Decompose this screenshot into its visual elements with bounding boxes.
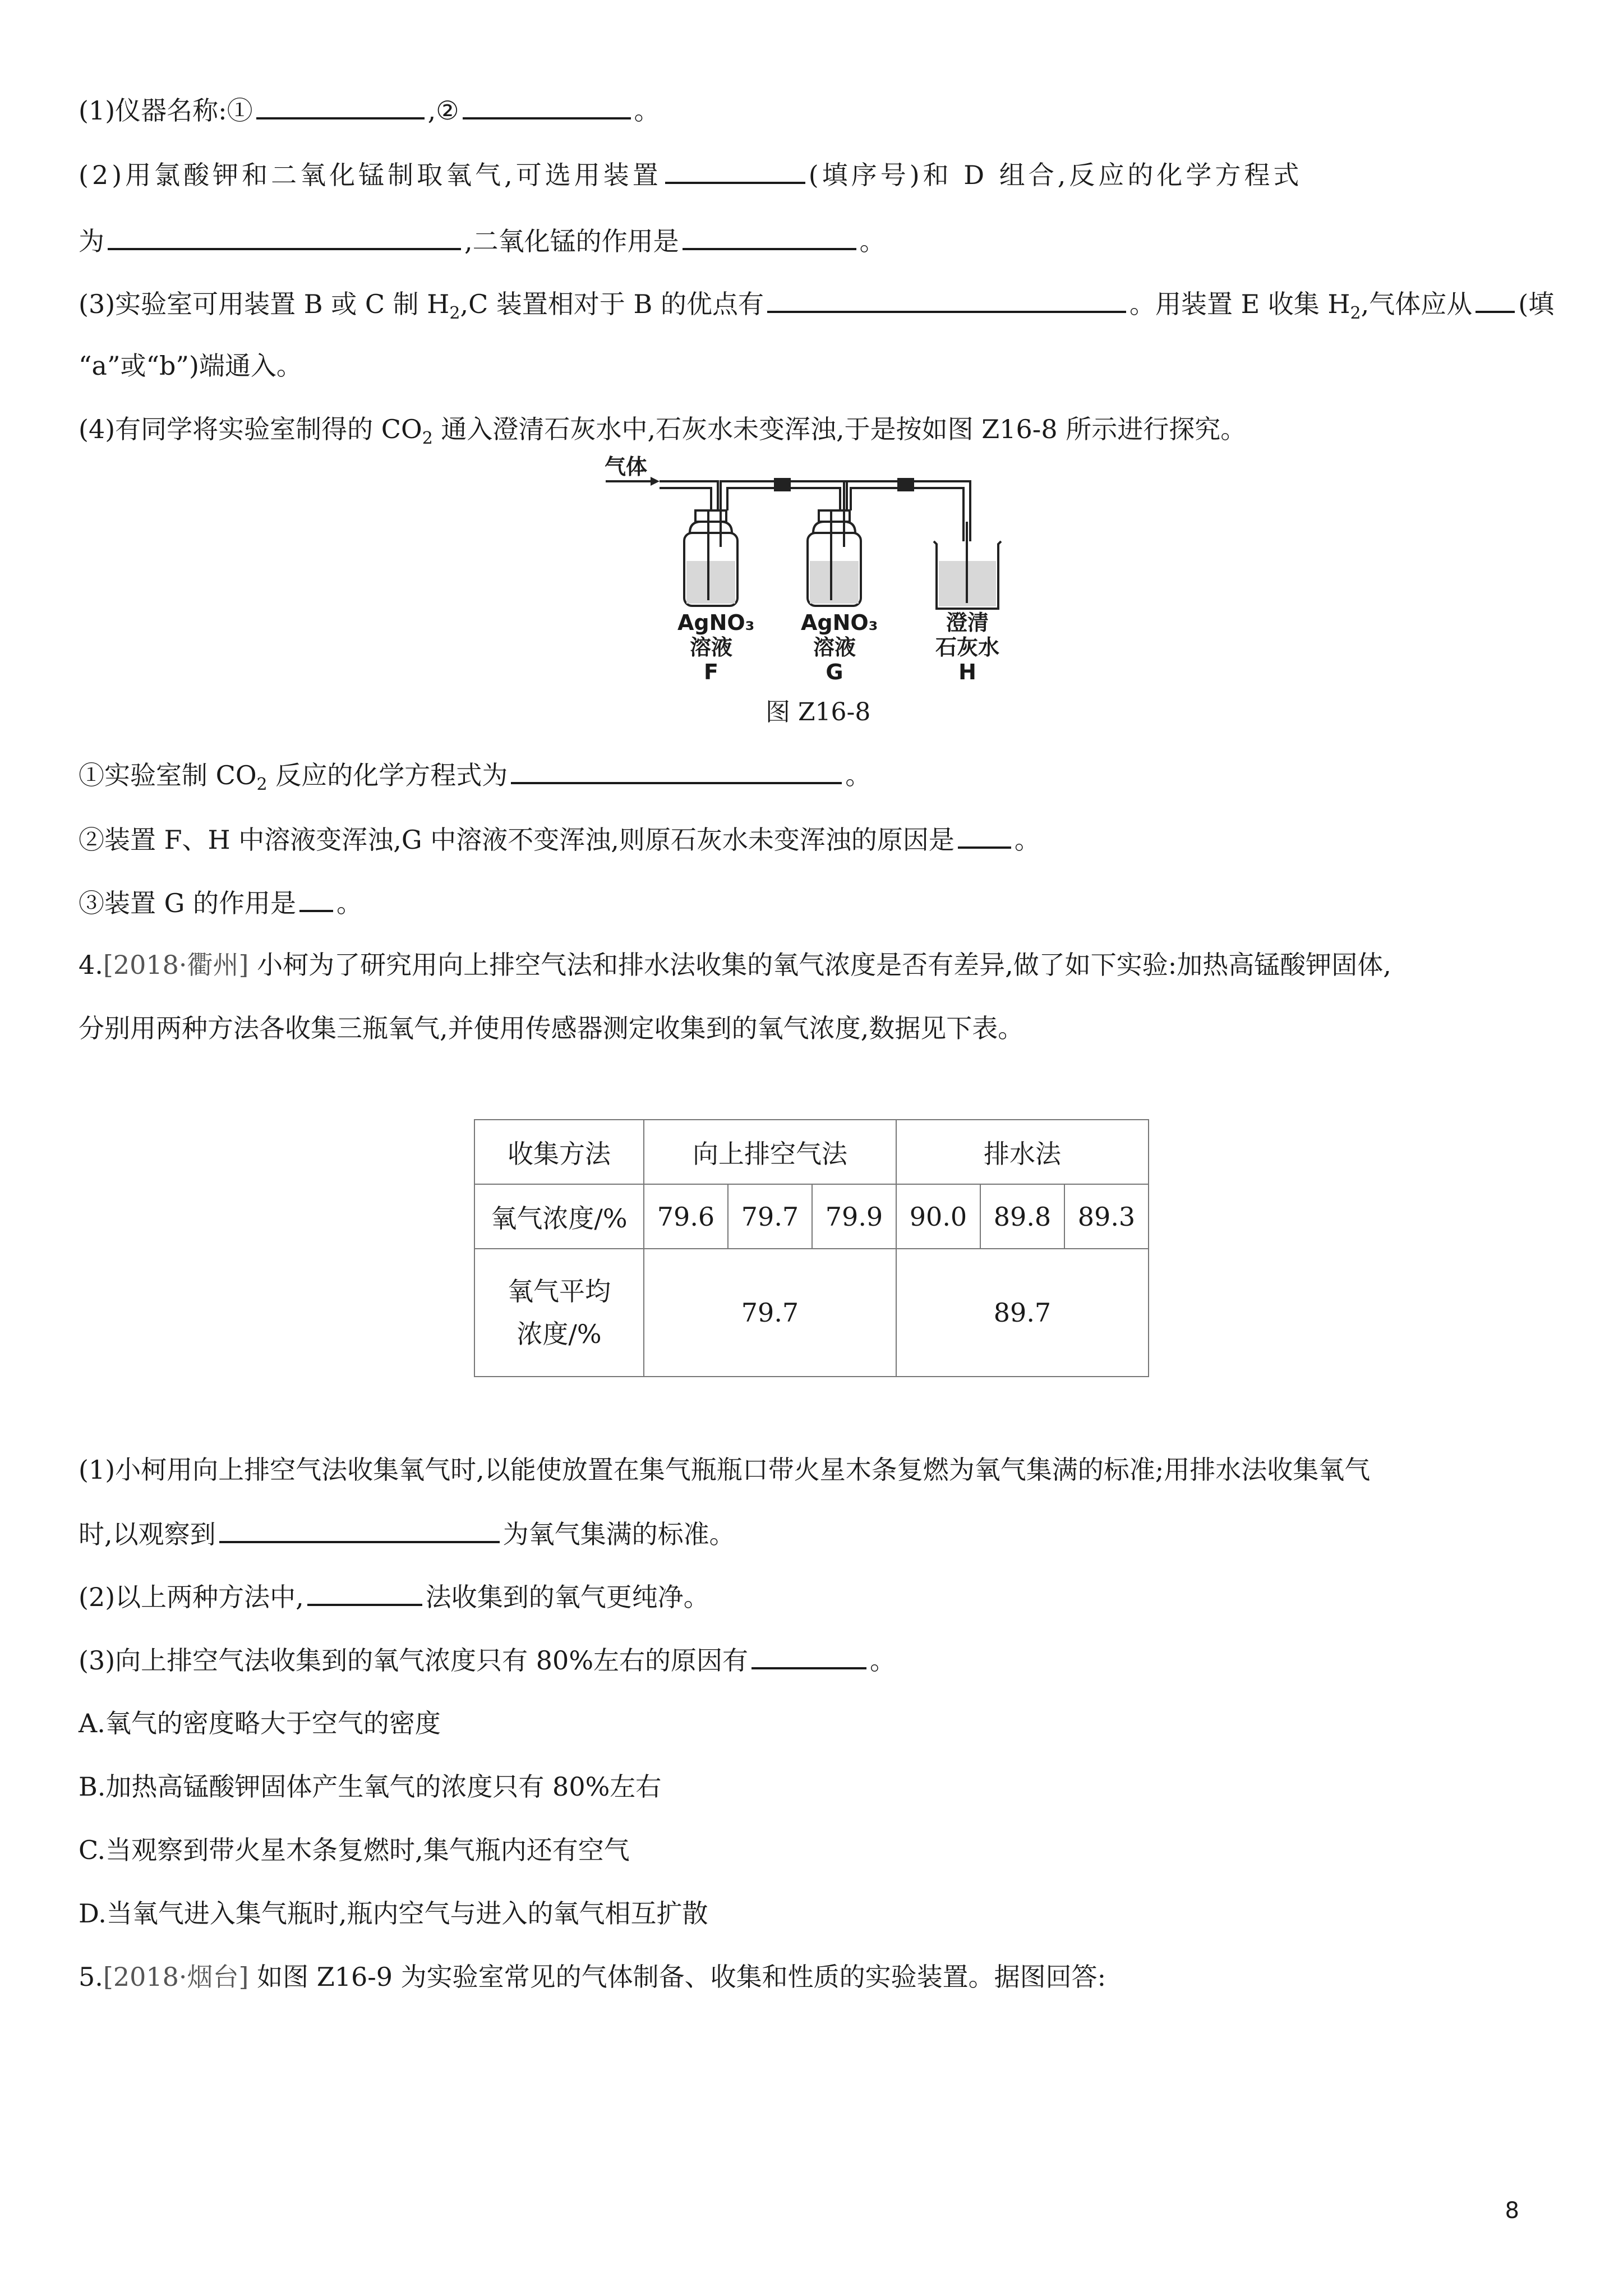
q4-option-c: C.当观察到带火星木条复燃时,集气瓶内还有空气	[79, 1835, 630, 1865]
q3-part1: (1)仪器名称:① ,② 。	[79, 93, 660, 127]
q4-option-d: D.当氧气进入集气瓶时,瓶内空气与进入的氧气相互扩散	[79, 1898, 708, 1929]
answer-blank[interactable]	[751, 1642, 866, 1669]
table-header: 收集方法	[474, 1120, 644, 1184]
gas-label: 气体	[605, 454, 648, 479]
answer-blank[interactable]	[511, 757, 842, 784]
label-f: AgNO₃ 溶液 F	[677, 610, 755, 684]
q3-sub3: ③装置 G 的作用是 。	[79, 885, 362, 920]
table-header: 向上排空气法	[644, 1120, 896, 1184]
q4-intro-line2: 分别用两种方法各收集三瓶氧气,并使用传感器测定收集到的氧气浓度,数据见下表。	[79, 1013, 1024, 1043]
answer-blank[interactable]	[463, 93, 631, 119]
table-header: 排水法	[896, 1120, 1149, 1184]
q4-part2: (2)以上两种方法中, 法收集到的氧气更纯净。	[79, 1579, 709, 1614]
label-g: AgNO₃ 溶液 G	[801, 610, 878, 684]
q3-sub2: ②装置 F、H 中溶液变浑浊,G 中溶液不变浑浊,则原石灰水未变浑浊的原因是 。	[79, 822, 1040, 857]
table-cell: 89.7	[896, 1249, 1149, 1377]
q4-part1-line1: (1)小柯用向上排空气法收集氧气时,以能使放置在集气瓶瓶口带火星木条复燃为氧气集满的标准;用排水法收集氧气	[79, 1455, 1371, 1485]
oxygen-concentration-table	[474, 1119, 1149, 1377]
figure-caption: 图 Z16-8	[766, 698, 871, 726]
q4-intro-line1: 4.[2018·衢州] 小柯为了研究用向上排空气法和排水法收集的氧气浓度是否有差异,做了如下实验:加热高锰酸钾固体,	[79, 950, 1391, 980]
answer-blank[interactable]	[307, 1579, 422, 1606]
page-number: 8	[1505, 2198, 1519, 2224]
q3-part2-line1: (2)用氯酸钾和二氧化锰制取氧气,可选用装置 (填序号)和 D 组合,反应的化学方程式	[79, 157, 1302, 192]
q5-intro: 5.[2018·烟台] 如图 Z16-9 为实验室常见的气体制备、收集和性质的实验装置。据图回答:	[79, 1962, 1106, 1992]
figure-z16-8	[606, 449, 1043, 684]
table-cell: 79.7	[728, 1184, 812, 1249]
label-h: 澄清 石灰水 H	[935, 610, 999, 684]
table-cell: 79.7	[644, 1249, 896, 1377]
q3-part4: (4)有同学将实验室制得的 $CO_2$ 通入澄清石灰水中,石灰水未变浑浊,于是按如图 Z16-8 所示进行探究。	[79, 414, 1247, 449]
answer-blank[interactable]	[665, 157, 805, 184]
answer-blank[interactable]	[219, 1516, 500, 1543]
answer-blank[interactable]	[683, 223, 856, 250]
answer-blank[interactable]	[256, 93, 425, 119]
q3-part2-line2: 为 ,二氧化锰的作用是 。	[79, 223, 886, 258]
table-cell: 90.0	[896, 1184, 980, 1249]
answer-blank[interactable]	[767, 286, 1126, 313]
table-row-label: 氧气平均 浓度/%	[474, 1249, 644, 1377]
q4-part3: (3)向上排空气法收集到的氧气浓度只有 80%左右的原因有 。	[79, 1642, 896, 1677]
table-row-label: 氧气浓度/%	[474, 1184, 644, 1249]
q3-part3-line1: (3)实验室可用装置 B 或 C 制 $H_2,C$ 装置相对于 B 的优点有 。用装置 E 收集 $H_2$,气体应从 (填	[79, 286, 1554, 330]
tube-connector	[774, 478, 791, 491]
q4-part1-line2: 时,以观察到 为氧气集满的标准。	[79, 1516, 735, 1551]
answer-blank[interactable]	[108, 223, 461, 250]
q4-option-a: A.氧气的密度略大于空气的密度	[79, 1708, 441, 1738]
table-cell: 89.3	[1064, 1184, 1149, 1249]
table-cell: 79.9	[812, 1184, 896, 1249]
table-cell: 79.6	[644, 1184, 728, 1249]
answer-blank[interactable]	[958, 822, 1011, 849]
q4-source: [2018·衢州]	[103, 950, 249, 980]
q5-source: [2018·烟台]	[103, 1962, 249, 1992]
q3-part3-line2: “a”或“b”)端通入。	[79, 351, 302, 381]
table-cell: 89.8	[980, 1184, 1064, 1249]
answer-blank[interactable]	[299, 885, 333, 912]
answer-blank[interactable]	[1476, 286, 1515, 313]
q4-option-b: B.加热高锰酸钾固体产生氧气的浓度只有 80%左右	[79, 1772, 662, 1802]
q3-sub1: ①实验室制 $CO_2$ 反应的化学方程式为 。	[79, 757, 871, 802]
tube-connector	[897, 478, 914, 491]
